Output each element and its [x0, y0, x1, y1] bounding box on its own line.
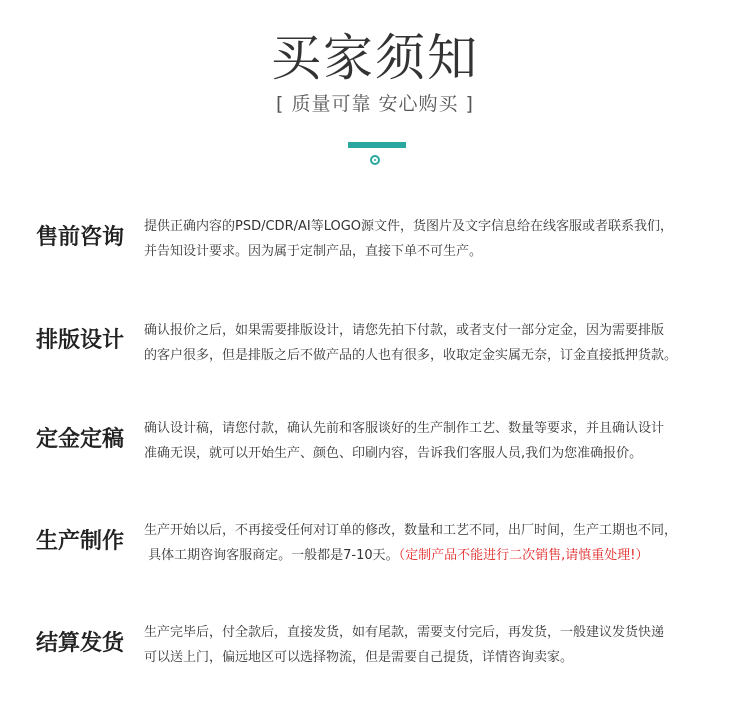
section-settlement-shipping [0, 620, 750, 690]
page-subtitle: [ 质量可靠 安心购买 ] [276, 93, 474, 115]
section-text [144, 318, 724, 368]
section-title: 生产制作 [36, 529, 125, 554]
section-deposit-finalize [0, 414, 750, 484]
header [0, 0, 750, 190]
section-text-line: 确认设计稿，请您付款，确认先前和客服谈好的生产制作工艺、数量等要求，并且确认设计 [144, 421, 665, 436]
section-title: 售前咨询 [36, 225, 125, 250]
section-text-line: 确认报价之后，如果需要排版设计，请您先拍下付款，或者支付一部分定金，因为需要排版 [144, 323, 665, 338]
section-text-line: 提供正确内容的PSD/CDR/AI等LOGO源文件，货图片及文字信息给在线客服或者联系我们， [144, 219, 674, 234]
section-title: 定金定稿 [36, 427, 125, 452]
section-text-line: 准确无误，就可以开始生产、颜色、印刷内容，告诉我们客服人员,我们为您准确报价。 [144, 446, 643, 461]
section-layout-design [0, 314, 750, 384]
section-text-line: 生产开始以后，不再接受任何对订单的修改，数量和工艺不同，出厂时间，生产工期也不同， [144, 523, 678, 538]
section-text-line: 可以送上门，偏远地区可以选择物流，但是需要自己提货，详情咨询卖家。 [144, 650, 574, 665]
section-text-line [144, 543, 724, 568]
section-presale [0, 212, 750, 282]
section-text-line: 并告知设计要求。因为属于定制产品，直接下单不可生产。 [144, 244, 483, 259]
section-text [144, 620, 724, 670]
section-text [144, 416, 724, 466]
section-text-segment: 具体工期咨询客服商定。一般都是7-10天。 [148, 548, 399, 563]
divider-bar [348, 142, 406, 148]
section-title: 结算发货 [36, 631, 125, 656]
section-text [144, 214, 724, 264]
section-text-line: 的客户很多，但是排版之后不做产品的人也有很多，收取定金实属无奈，订金直接抵押货款。 [144, 348, 678, 363]
page-title: 买家须知 [271, 29, 479, 87]
section-production [0, 516, 750, 586]
section-text [144, 518, 724, 568]
section-title: 排版设计 [36, 328, 125, 353]
warning-text: （定制产品不能进行二次销售,请慎重处理!） [398, 548, 649, 563]
section-text-line: 生产完毕后，付全款后，直接发货，如有尾款，需要支付完后，再发货，一般建议发货快递 [144, 625, 665, 640]
divider-circle-icon [370, 155, 380, 165]
